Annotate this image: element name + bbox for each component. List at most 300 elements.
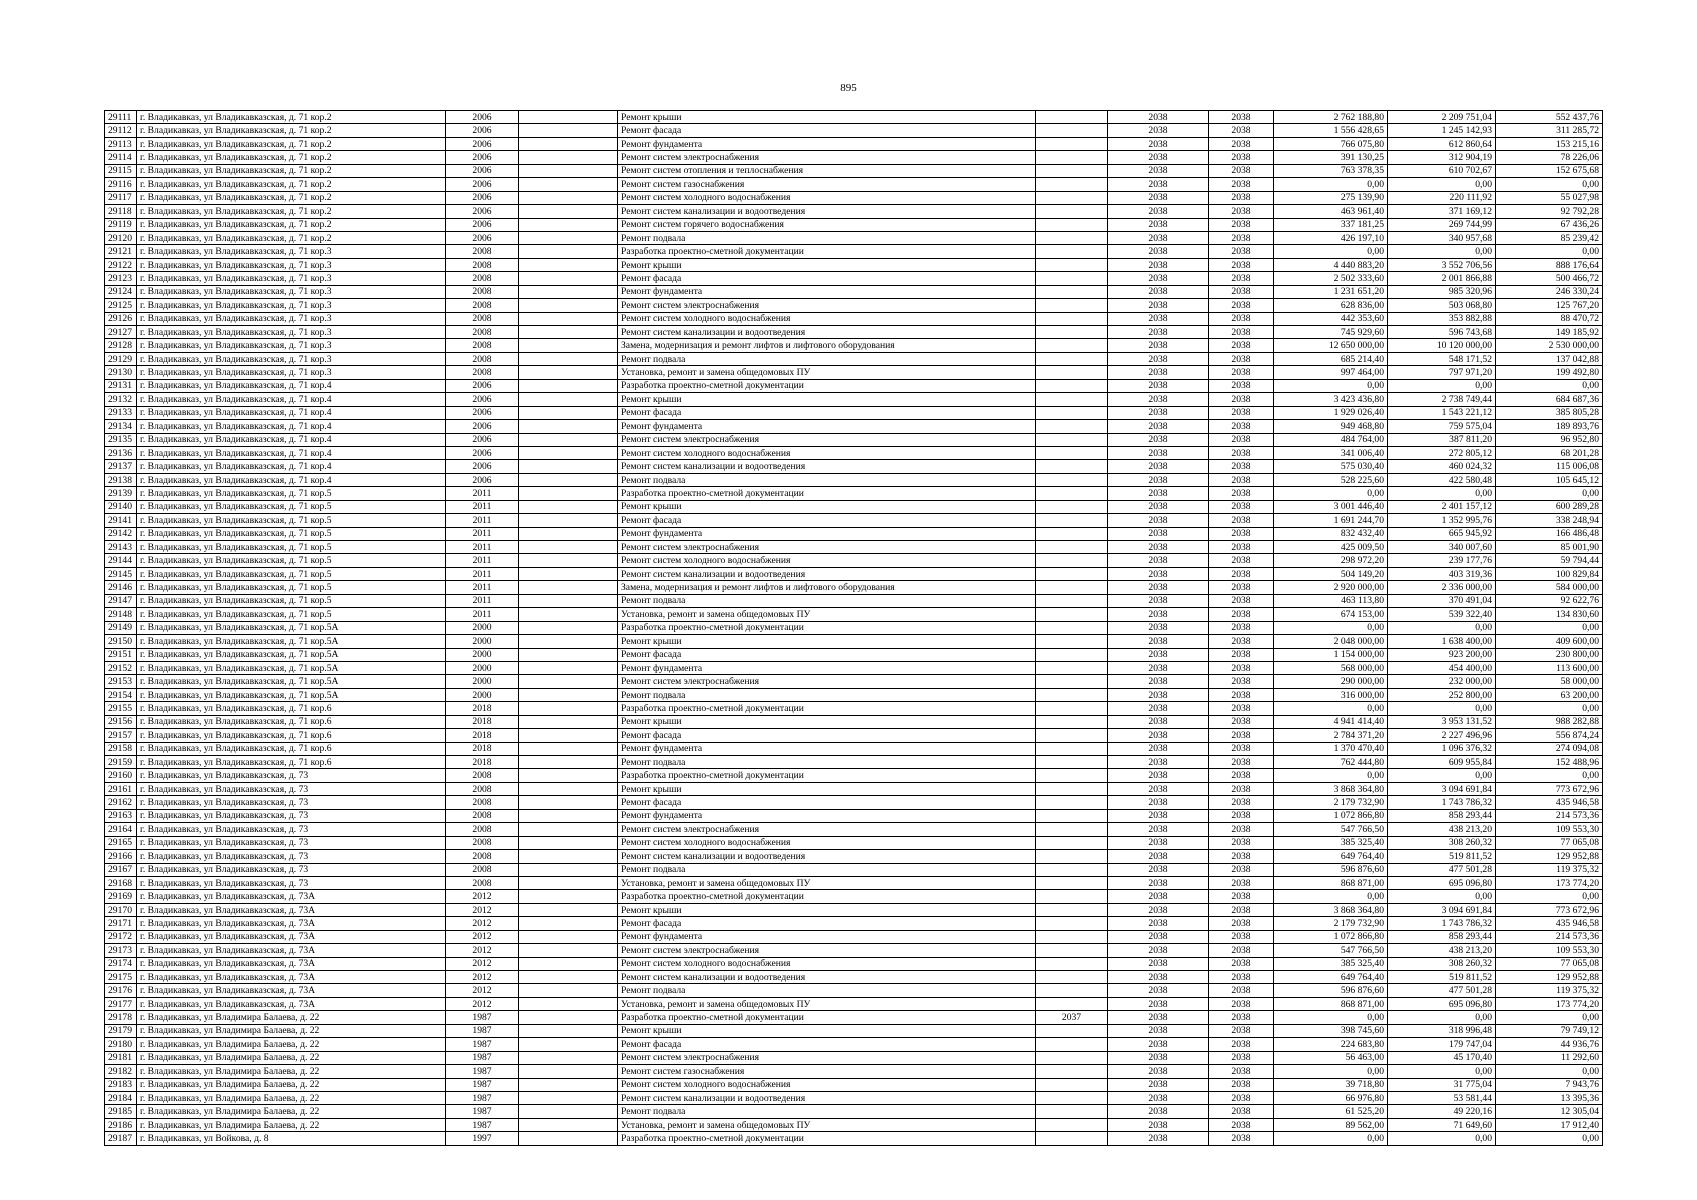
- cell-row-number: 29176: [105, 984, 137, 997]
- cell-row-number: 29126: [105, 312, 137, 325]
- cell-total-cost: 385 325,40: [1274, 836, 1388, 849]
- cell-fund-amount: 340 957,68: [1388, 231, 1496, 244]
- cell-start-year: 2038: [1108, 876, 1209, 889]
- cell-total-cost: 2 502 333,60: [1274, 272, 1388, 285]
- cell-extra: [519, 245, 618, 258]
- cell-plan-year: [1036, 796, 1108, 809]
- cell-address: г. Владикавказ, ул Владикавказская, д. 71 кор.5: [137, 500, 446, 513]
- cell-end-year: 2038: [1209, 339, 1274, 352]
- cell-row-number: 29141: [105, 514, 137, 527]
- cell-row-number: 29138: [105, 473, 137, 486]
- table-row: [105, 124, 1603, 137]
- cell-row-number: 29118: [105, 205, 137, 218]
- cell-build-year: 1987: [446, 1038, 519, 1051]
- cell-plan-year: [1036, 594, 1108, 607]
- cell-row-number: 29128: [105, 339, 137, 352]
- cell-work-type: Ремонт подвала: [618, 863, 1036, 876]
- cell-end-year: 2038: [1209, 272, 1274, 285]
- cell-build-year: 2008: [446, 809, 519, 822]
- cell-build-year: 2006: [446, 178, 519, 191]
- cell-total-cost: 2 920 000,00: [1274, 581, 1388, 594]
- cell-address: г. Владикавказ, ул Владикавказская, д. 71 кор.3: [137, 339, 446, 352]
- cell-address: г. Владикавказ, ул Владимира Балаева, д. 22: [137, 1118, 446, 1131]
- table-row: [105, 460, 1603, 473]
- cell-work-type: Ремонт крыши: [618, 500, 1036, 513]
- cell-build-year: 2006: [446, 379, 519, 392]
- cell-row-number: 29185: [105, 1105, 137, 1118]
- cell-end-year: 2038: [1209, 876, 1274, 889]
- cell-start-year: 2038: [1108, 648, 1209, 661]
- cell-start-year: 2038: [1108, 541, 1209, 554]
- cell-owner-amount: 0,00: [1496, 178, 1603, 191]
- cell-extra: [519, 446, 618, 459]
- cell-build-year: 2008: [446, 823, 519, 836]
- cell-total-cost: 316 000,00: [1274, 688, 1388, 701]
- cell-plan-year: [1036, 433, 1108, 446]
- cell-extra: [519, 715, 618, 728]
- cell-start-year: 2038: [1108, 567, 1209, 580]
- cell-end-year: 2038: [1209, 218, 1274, 231]
- cell-fund-amount: 353 882,88: [1388, 312, 1496, 325]
- cell-fund-amount: 695 096,80: [1388, 997, 1496, 1010]
- cell-fund-amount: 0,00: [1388, 1065, 1496, 1078]
- cell-plan-year: [1036, 984, 1108, 997]
- cell-start-year: 2038: [1108, 997, 1209, 1010]
- cell-start-year: 2038: [1108, 1011, 1209, 1024]
- cell-extra: [519, 285, 618, 298]
- cell-end-year: 2038: [1209, 917, 1274, 930]
- cell-work-type: Ремонт крыши: [618, 258, 1036, 271]
- cell-owner-amount: 0,00: [1496, 621, 1603, 634]
- cell-start-year: 2038: [1108, 984, 1209, 997]
- page-number: 895: [840, 82, 857, 94]
- cell-build-year: 2000: [446, 661, 519, 674]
- cell-plan-year: [1036, 661, 1108, 674]
- cell-fund-amount: 503 068,80: [1388, 299, 1496, 312]
- cell-start-year: 2038: [1108, 581, 1209, 594]
- cell-fund-amount: 609 955,84: [1388, 756, 1496, 769]
- cell-total-cost: 1 929 026,40: [1274, 406, 1388, 419]
- cell-plan-year: [1036, 782, 1108, 795]
- cell-start-year: 2038: [1108, 285, 1209, 298]
- cell-extra: [519, 379, 618, 392]
- cell-end-year: 2038: [1209, 863, 1274, 876]
- cell-row-number: 29132: [105, 393, 137, 406]
- cell-row-number: 29175: [105, 971, 137, 984]
- cell-plan-year: [1036, 339, 1108, 352]
- cell-end-year: 2038: [1209, 514, 1274, 527]
- cell-fund-amount: 0,00: [1388, 245, 1496, 258]
- cell-build-year: 2011: [446, 554, 519, 567]
- cell-end-year: 2038: [1209, 621, 1274, 634]
- cell-plan-year: [1036, 164, 1108, 177]
- cell-address: г. Владикавказ, ул Владикавказская, д. 71 кор.5: [137, 581, 446, 594]
- cell-row-number: 29124: [105, 285, 137, 298]
- cell-end-year: 2038: [1209, 1132, 1274, 1145]
- table-row: [105, 1091, 1603, 1104]
- cell-fund-amount: 519 811,52: [1388, 850, 1496, 863]
- cell-address: г. Владикавказ, ул Владикавказская, д. 71 кор.4: [137, 446, 446, 459]
- cell-fund-amount: 3 094 691,84: [1388, 782, 1496, 795]
- cell-extra: [519, 137, 618, 150]
- cell-work-type: Ремонт крыши: [618, 715, 1036, 728]
- cell-plan-year: [1036, 218, 1108, 231]
- cell-end-year: 2038: [1209, 957, 1274, 970]
- cell-row-number: 29137: [105, 460, 137, 473]
- cell-fund-amount: 1 543 221,12: [1388, 406, 1496, 419]
- cell-total-cost: 2 048 000,00: [1274, 635, 1388, 648]
- cell-plan-year: [1036, 1024, 1108, 1037]
- cell-end-year: 2038: [1209, 151, 1274, 164]
- cell-plan-year: [1036, 1105, 1108, 1118]
- cell-extra: [519, 541, 618, 554]
- cell-owner-amount: 0,00: [1496, 1132, 1603, 1145]
- cell-owner-amount: 988 282,88: [1496, 715, 1603, 728]
- cell-build-year: 2006: [446, 111, 519, 124]
- cell-build-year: 2008: [446, 876, 519, 889]
- cell-fund-amount: 2 738 749,44: [1388, 393, 1496, 406]
- cell-build-year: 2006: [446, 151, 519, 164]
- cell-row-number: 29115: [105, 164, 137, 177]
- table-row: [105, 541, 1603, 554]
- cell-work-type: Ремонт фасада: [618, 406, 1036, 419]
- cell-start-year: 2038: [1108, 715, 1209, 728]
- cell-fund-amount: 454 400,00: [1388, 661, 1496, 674]
- cell-end-year: 2038: [1209, 782, 1274, 795]
- cell-build-year: 1997: [446, 1132, 519, 1145]
- table-row: [105, 621, 1603, 634]
- cell-owner-amount: 311 285,72: [1496, 124, 1603, 137]
- cell-row-number: 29156: [105, 715, 137, 728]
- cell-address: г. Владикавказ, ул Владикавказская, д. 73А: [137, 917, 446, 930]
- table-row: [105, 1051, 1603, 1064]
- cell-work-type: Ремонт крыши: [618, 111, 1036, 124]
- cell-plan-year: [1036, 742, 1108, 755]
- cell-build-year: 2011: [446, 487, 519, 500]
- cell-end-year: 2038: [1209, 379, 1274, 392]
- table-row: [105, 971, 1603, 984]
- cell-total-cost: 0,00: [1274, 487, 1388, 500]
- capital-repair-table: [104, 110, 1603, 1146]
- cell-end-year: 2038: [1209, 205, 1274, 218]
- cell-fund-amount: 1 352 995,76: [1388, 514, 1496, 527]
- cell-fund-amount: 2 209 751,04: [1388, 111, 1496, 124]
- cell-row-number: 29131: [105, 379, 137, 392]
- cell-total-cost: 3 868 364,80: [1274, 903, 1388, 916]
- cell-end-year: 2038: [1209, 1078, 1274, 1091]
- table-row: [105, 1105, 1603, 1118]
- table-row: [105, 258, 1603, 271]
- table-row: [105, 957, 1603, 970]
- cell-row-number: 29165: [105, 836, 137, 849]
- table-row: [105, 245, 1603, 258]
- cell-start-year: 2038: [1108, 299, 1209, 312]
- cell-address: г. Владикавказ, ул Владикавказская, д. 73: [137, 782, 446, 795]
- cell-extra: [519, 809, 618, 822]
- cell-row-number: 29140: [105, 500, 137, 513]
- cell-build-year: 2008: [446, 326, 519, 339]
- table-row: [105, 581, 1603, 594]
- cell-row-number: 29152: [105, 661, 137, 674]
- cell-fund-amount: 1 245 142,93: [1388, 124, 1496, 137]
- cell-build-year: 2011: [446, 514, 519, 527]
- cell-address: г. Владикавказ, ул Владимира Балаева, д. 22: [137, 1011, 446, 1024]
- cell-owner-amount: 584 000,00: [1496, 581, 1603, 594]
- cell-plan-year: [1036, 245, 1108, 258]
- cell-plan-year: [1036, 1051, 1108, 1064]
- cell-row-number: 29143: [105, 541, 137, 554]
- cell-extra: [519, 554, 618, 567]
- cell-plan-year: [1036, 756, 1108, 769]
- cell-total-cost: 528 225,60: [1274, 473, 1388, 486]
- cell-address: г. Владикавказ, ул Владимира Балаева, д. 22: [137, 1038, 446, 1051]
- cell-total-cost: 868 871,00: [1274, 876, 1388, 889]
- cell-extra: [519, 178, 618, 191]
- cell-owner-amount: 166 486,48: [1496, 527, 1603, 540]
- cell-work-type: Разработка проектно-сметной документации: [618, 379, 1036, 392]
- cell-plan-year: [1036, 527, 1108, 540]
- cell-total-cost: 484 764,00: [1274, 433, 1388, 446]
- cell-fund-amount: 1 096 376,32: [1388, 742, 1496, 755]
- cell-build-year: 2006: [446, 205, 519, 218]
- table-row: [105, 997, 1603, 1010]
- cell-plan-year: [1036, 850, 1108, 863]
- cell-extra: [519, 863, 618, 876]
- cell-plan-year: [1036, 876, 1108, 889]
- cell-extra: [519, 661, 618, 674]
- cell-total-cost: 596 876,60: [1274, 984, 1388, 997]
- cell-build-year: 2006: [446, 460, 519, 473]
- cell-row-number: 29112: [105, 124, 137, 137]
- cell-row-number: 29147: [105, 594, 137, 607]
- cell-row-number: 29111: [105, 111, 137, 124]
- cell-extra: [519, 339, 618, 352]
- cell-start-year: 2038: [1108, 393, 1209, 406]
- cell-end-year: 2038: [1209, 1051, 1274, 1064]
- cell-address: г. Владикавказ, ул Владикавказская, д. 71 кор.2: [137, 218, 446, 231]
- table-row: [105, 823, 1603, 836]
- cell-total-cost: 997 464,00: [1274, 366, 1388, 379]
- cell-row-number: 29116: [105, 178, 137, 191]
- cell-fund-amount: 0,00: [1388, 769, 1496, 782]
- cell-end-year: 2038: [1209, 406, 1274, 419]
- cell-build-year: 2008: [446, 285, 519, 298]
- cell-start-year: 2038: [1108, 178, 1209, 191]
- table-row: [105, 326, 1603, 339]
- cell-total-cost: 2 762 188,80: [1274, 111, 1388, 124]
- cell-total-cost: 1 231 651,20: [1274, 285, 1388, 298]
- cell-plan-year: [1036, 567, 1108, 580]
- cell-owner-amount: 129 952,88: [1496, 971, 1603, 984]
- cell-work-type: Ремонт систем отопления и теплоснабжения: [618, 164, 1036, 177]
- cell-build-year: 2008: [446, 272, 519, 285]
- cell-fund-amount: 387 811,20: [1388, 433, 1496, 446]
- cell-start-year: 2038: [1108, 1051, 1209, 1064]
- cell-row-number: 29183: [105, 1078, 137, 1091]
- cell-address: г. Владикавказ, ул Владикавказская, д. 71 кор.5А: [137, 688, 446, 701]
- cell-start-year: 2038: [1108, 621, 1209, 634]
- cell-plan-year: [1036, 1091, 1108, 1104]
- cell-address: г. Владикавказ, ул Владикавказская, д. 71 кор.3: [137, 272, 446, 285]
- cell-plan-year: [1036, 581, 1108, 594]
- table-row: [105, 178, 1603, 191]
- cell-build-year: 2006: [446, 420, 519, 433]
- cell-extra: [519, 366, 618, 379]
- cell-build-year: 2011: [446, 500, 519, 513]
- cell-build-year: 2018: [446, 756, 519, 769]
- table-row: [105, 299, 1603, 312]
- cell-extra: [519, 1065, 618, 1078]
- cell-fund-amount: 0,00: [1388, 890, 1496, 903]
- cell-owner-amount: 92 622,76: [1496, 594, 1603, 607]
- cell-end-year: 2038: [1209, 433, 1274, 446]
- cell-start-year: 2038: [1108, 205, 1209, 218]
- cell-total-cost: 0,00: [1274, 379, 1388, 392]
- table-row: [105, 661, 1603, 674]
- cell-extra: [519, 1132, 618, 1145]
- cell-row-number: 29125: [105, 299, 137, 312]
- cell-plan-year: [1036, 648, 1108, 661]
- cell-start-year: 2038: [1108, 769, 1209, 782]
- cell-work-type: Ремонт фундамента: [618, 527, 1036, 540]
- cell-end-year: 2038: [1209, 809, 1274, 822]
- table-row: [105, 272, 1603, 285]
- cell-work-type: Установка, ремонт и замена общедомовых ПУ: [618, 366, 1036, 379]
- cell-extra: [519, 205, 618, 218]
- cell-work-type: Ремонт систем горячего водоснабжения: [618, 218, 1036, 231]
- cell-end-year: 2038: [1209, 997, 1274, 1010]
- table-row: [105, 608, 1603, 621]
- cell-owner-amount: 888 176,64: [1496, 258, 1603, 271]
- cell-work-type: Ремонт фундамента: [618, 809, 1036, 822]
- cell-build-year: 2006: [446, 231, 519, 244]
- cell-owner-amount: 0,00: [1496, 379, 1603, 392]
- cell-total-cost: 0,00: [1274, 1065, 1388, 1078]
- cell-owner-amount: 189 893,76: [1496, 420, 1603, 433]
- cell-build-year: 2008: [446, 796, 519, 809]
- cell-row-number: 29160: [105, 769, 137, 782]
- cell-address: г. Владикавказ, ул Владимира Балаева, д. 22: [137, 1091, 446, 1104]
- cell-row-number: 29173: [105, 944, 137, 957]
- cell-fund-amount: 371 169,12: [1388, 205, 1496, 218]
- cell-extra: [519, 581, 618, 594]
- cell-work-type: Ремонт систем электроснабжения: [618, 299, 1036, 312]
- cell-owner-amount: 684 687,36: [1496, 393, 1603, 406]
- cell-address: г. Владикавказ, ул Владикавказская, д. 71 кор.4: [137, 460, 446, 473]
- cell-end-year: 2038: [1209, 473, 1274, 486]
- cell-fund-amount: 3 552 706,56: [1388, 258, 1496, 271]
- cell-end-year: 2038: [1209, 366, 1274, 379]
- cell-owner-amount: 79 749,12: [1496, 1024, 1603, 1037]
- cell-work-type: Ремонт фасада: [618, 124, 1036, 137]
- table-row: [105, 863, 1603, 876]
- cell-fund-amount: 45 170,40: [1388, 1051, 1496, 1064]
- cell-total-cost: 1 072 866,80: [1274, 809, 1388, 822]
- cell-owner-amount: 149 185,92: [1496, 326, 1603, 339]
- cell-start-year: 2038: [1108, 272, 1209, 285]
- cell-total-cost: 2 179 732,90: [1274, 796, 1388, 809]
- cell-owner-amount: 385 805,28: [1496, 406, 1603, 419]
- cell-total-cost: 66 976,80: [1274, 1091, 1388, 1104]
- cell-start-year: 2038: [1108, 1132, 1209, 1145]
- cell-extra: [519, 1011, 618, 1024]
- cell-end-year: 2038: [1209, 487, 1274, 500]
- cell-row-number: 29144: [105, 554, 137, 567]
- cell-work-type: Ремонт фасада: [618, 729, 1036, 742]
- cell-end-year: 2038: [1209, 111, 1274, 124]
- cell-end-year: 2038: [1209, 769, 1274, 782]
- cell-extra: [519, 191, 618, 204]
- cell-start-year: 2038: [1108, 917, 1209, 930]
- cell-start-year: 2038: [1108, 352, 1209, 365]
- cell-end-year: 2038: [1209, 903, 1274, 916]
- cell-owner-amount: 0,00: [1496, 1011, 1603, 1024]
- cell-build-year: 2011: [446, 594, 519, 607]
- cell-extra: [519, 648, 618, 661]
- cell-start-year: 2038: [1108, 1078, 1209, 1091]
- cell-extra: [519, 500, 618, 513]
- cell-address: г. Владикавказ, ул Владикавказская, д. 73А: [137, 971, 446, 984]
- cell-build-year: 2018: [446, 715, 519, 728]
- cell-start-year: 2038: [1108, 782, 1209, 795]
- cell-start-year: 2038: [1108, 608, 1209, 621]
- cell-build-year: 2008: [446, 366, 519, 379]
- cell-address: г. Владикавказ, ул Владикавказская, д. 71 кор.4: [137, 393, 446, 406]
- table-row: [105, 1038, 1603, 1051]
- cell-start-year: 2038: [1108, 366, 1209, 379]
- cell-fund-amount: 0,00: [1388, 178, 1496, 191]
- cell-build-year: 2008: [446, 299, 519, 312]
- cell-address: г. Владикавказ, ул Владикавказская, д. 73А: [137, 944, 446, 957]
- cell-row-number: 29127: [105, 326, 137, 339]
- cell-extra: [519, 997, 618, 1010]
- cell-owner-amount: 67 436,26: [1496, 218, 1603, 231]
- cell-extra: [519, 984, 618, 997]
- cell-total-cost: 56 463,00: [1274, 1051, 1388, 1064]
- cell-plan-year: [1036, 231, 1108, 244]
- cell-end-year: 2038: [1209, 984, 1274, 997]
- table-row: [105, 944, 1603, 957]
- cell-extra: [519, 1038, 618, 1051]
- cell-plan-year: [1036, 1065, 1108, 1078]
- cell-end-year: 2038: [1209, 823, 1274, 836]
- cell-owner-amount: 12 305,04: [1496, 1105, 1603, 1118]
- cell-owner-amount: 152 675,68: [1496, 164, 1603, 177]
- cell-total-cost: 3 868 364,80: [1274, 782, 1388, 795]
- cell-address: г. Владикавказ, ул Владикавказская, д. 71 кор.2: [137, 137, 446, 150]
- cell-build-year: 2008: [446, 339, 519, 352]
- cell-address: г. Владикавказ, ул Владикавказская, д. 71 кор.2: [137, 124, 446, 137]
- cell-plan-year: [1036, 514, 1108, 527]
- cell-work-type: Ремонт систем холодного водоснабжения: [618, 312, 1036, 325]
- cell-address: г. Владикавказ, ул Владикавказская, д. 71 кор.3: [137, 366, 446, 379]
- cell-start-year: 2038: [1108, 903, 1209, 916]
- cell-extra: [519, 326, 618, 339]
- cell-extra: [519, 258, 618, 271]
- cell-address: г. Владикавказ, ул Владикавказская, д. 71 кор.6: [137, 715, 446, 728]
- table-row: [105, 688, 1603, 701]
- cell-build-year: 1987: [446, 1011, 519, 1024]
- cell-start-year: 2038: [1108, 688, 1209, 701]
- cell-fund-amount: 858 293,44: [1388, 930, 1496, 943]
- cell-end-year: 2038: [1209, 581, 1274, 594]
- cell-start-year: 2038: [1108, 473, 1209, 486]
- cell-start-year: 2038: [1108, 1038, 1209, 1051]
- cell-plan-year: [1036, 635, 1108, 648]
- cell-extra: [519, 930, 618, 943]
- cell-plan-year: [1036, 957, 1108, 970]
- cell-extra: [519, 957, 618, 970]
